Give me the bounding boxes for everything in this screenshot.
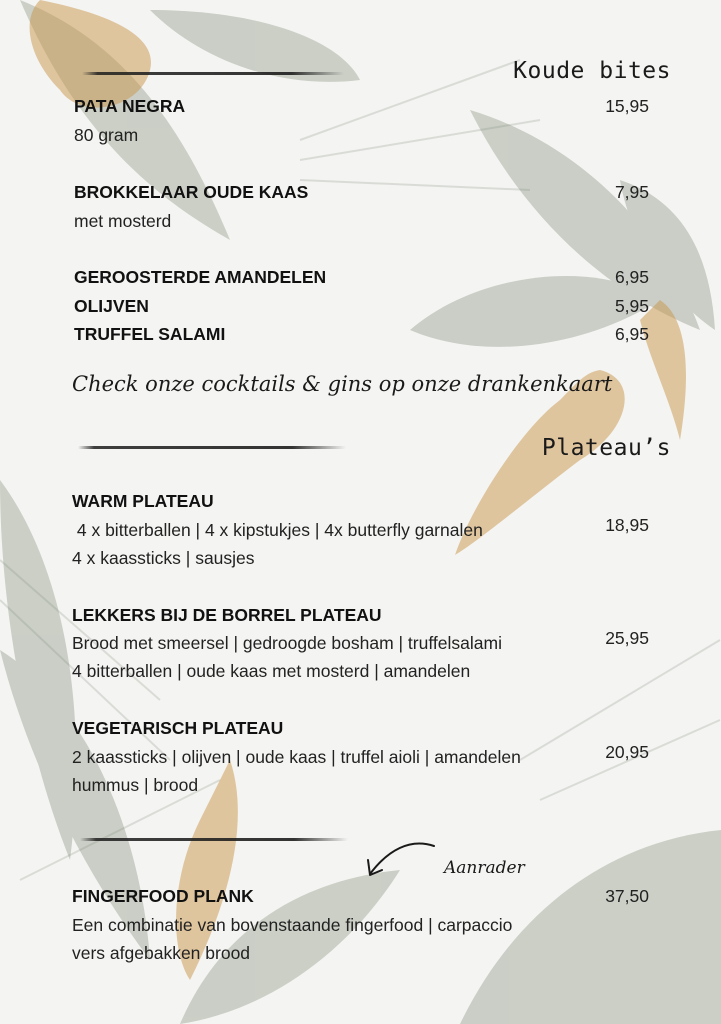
item-name: FINGERFOOD PLANK bbox=[72, 886, 254, 906]
section-title-plateaus: Plateau’s bbox=[541, 435, 671, 461]
item-description: 4 x kaassticks | sausjes bbox=[72, 548, 255, 568]
divider-top bbox=[82, 72, 344, 75]
item-description: 2 kaassticks | olijven | oude kaas | truffel aioli | amandelen bbox=[72, 747, 521, 767]
item-name: OLIJVEN bbox=[74, 296, 149, 316]
item-name: WARM PLATEAU bbox=[72, 491, 214, 511]
item-price: 15,95 bbox=[605, 96, 649, 116]
item-description: 80 gram bbox=[74, 125, 139, 145]
item-price: 25,95 bbox=[605, 628, 649, 648]
item-description: Brood met smeersel | gedroogde bosham | truffelsalami bbox=[72, 633, 502, 653]
item-name: GEROOSTERDE AMANDELEN bbox=[74, 267, 327, 287]
item-price: 6,95 bbox=[614, 267, 649, 287]
item-description: vers afgebakken brood bbox=[72, 943, 251, 963]
item-price: 6,95 bbox=[614, 324, 649, 344]
arrow-left-icon bbox=[360, 838, 440, 882]
cocktails-note: Check onze cocktails & gins op onze drankenkaart bbox=[72, 372, 613, 396]
item-description: 4 x bitterballen | 4 x kipstukjes | 4x butterfly garnalen bbox=[72, 520, 483, 540]
divider-middle bbox=[78, 446, 346, 449]
divider-bottom bbox=[80, 838, 348, 841]
item-description: Een combinatie van bovenstaande fingerfood | carpaccio bbox=[72, 915, 513, 935]
item-name: BROKKELAAR OUDE KAAS bbox=[74, 182, 309, 202]
item-price: 18,95 bbox=[605, 515, 649, 535]
item-description: hummus | brood bbox=[72, 775, 199, 795]
item-price: 7,95 bbox=[614, 182, 649, 202]
item-name: PATA NEGRA bbox=[74, 96, 186, 116]
item-price: 37,50 bbox=[605, 886, 649, 906]
item-description: met mosterd bbox=[74, 211, 172, 231]
item-name: TRUFFEL SALAMI bbox=[74, 324, 226, 344]
section-title-koude-bites: Koude bites bbox=[513, 58, 671, 84]
item-description: 4 bitterballen | oude kaas met mosterd | amandelen bbox=[72, 661, 471, 681]
recommend-label: Aanrader bbox=[444, 858, 525, 878]
item-price: 5,95 bbox=[614, 296, 649, 316]
item-name: VEGETARISCH PLATEAU bbox=[72, 718, 284, 738]
item-price: 20,95 bbox=[605, 742, 649, 762]
item-name: LEKKERS BIJ DE BORREL PLATEAU bbox=[72, 605, 382, 625]
